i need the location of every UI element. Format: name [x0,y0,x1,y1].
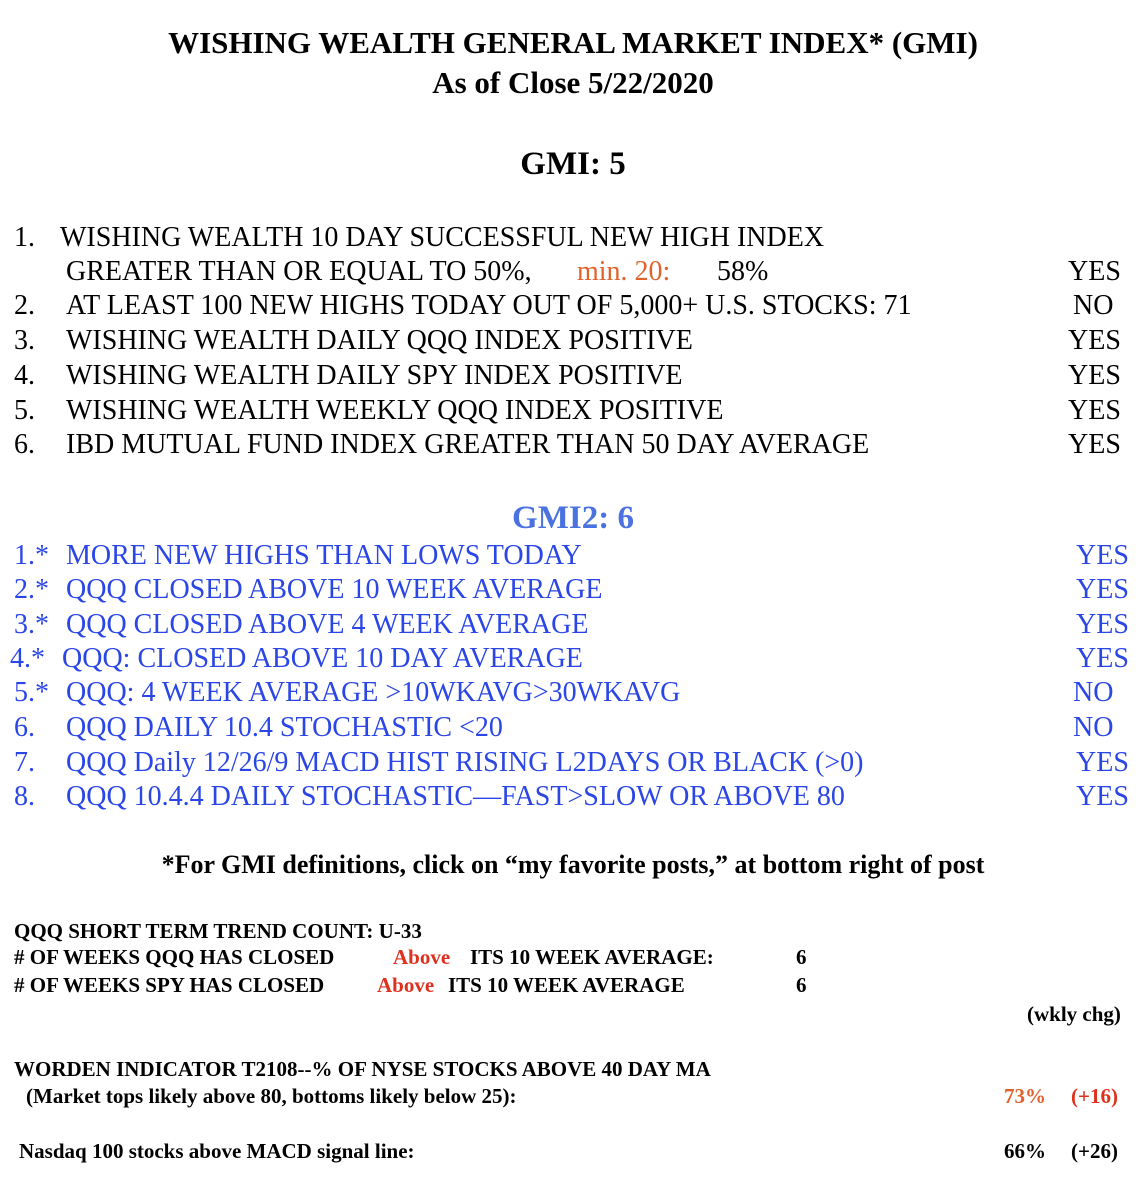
gmi2-item-text: MORE NEW HIGHS THAN LOWS TODAY [66,540,582,571]
gmi-item-5 [0,393,1146,429]
gmi2-item-8 [0,779,1146,815]
qqq-weeks-label: # OF WEEKS QQQ HAS CLOSED [14,945,335,969]
qqq-weeks-above: Above [393,945,451,969]
gmi-item-value: 58% [717,256,769,287]
gmi2-item-number: 2.* [14,574,49,605]
gmi2-item-number: 1.* [14,540,49,571]
gmi-item-answer: NO [1073,290,1114,321]
worden-change: (+16) [1071,1084,1118,1108]
gmi2-item-3 [0,607,1146,643]
gmi-item-text: AT LEAST 100 NEW HIGHS TODAY OUT OF 5,000+ U.S. STOCKS: 71 [66,290,912,321]
gmi-item-answer: YES [1068,360,1121,391]
wkly-chg-label: (wkly chg) [1027,1002,1121,1026]
gmi-item-text-line2: GREATER THAN OR EQUAL TO 50%, [66,256,532,287]
gmi-item-4 [0,358,1146,394]
gmi2-item-text: QQQ Daily 12/26/9 MACD HIST RISING L2DAYS OR BLACK (>0) [66,747,864,778]
gmi2-item-6 [0,710,1146,746]
gmi2-item-text: QQQ DAILY 10.4 STOCHASTIC <20 [66,712,503,743]
nasdaq-label: Nasdaq 100 stocks above MACD signal line: [19,1139,415,1163]
worden-row [0,1082,1146,1110]
gmi-score: GMI: 5 [520,146,626,182]
gmi2-item-number: 8. [14,781,35,812]
gmi2-item-number: 3.* [14,609,49,640]
gmi2-item-number: 6. [14,712,35,743]
gmi2-item-text: QQQ: 4 WEEK AVERAGE >10WKAVG>30WKAVG [66,677,681,708]
footnote: *For GMI definitions, click on “my favorite posts,” at bottom right of post [161,850,985,879]
nasdaq-change: (+26) [1071,1139,1118,1163]
gmi-item-2 [0,288,1146,324]
qqq-weeks-value: 6 [796,945,807,969]
gmi-item-number: 6. [14,429,35,460]
gmi2-item-answer: YES [1076,574,1129,605]
gmi-item-number: 2. [14,290,35,321]
qqq-weeks-label-end: ITS 10 WEEK AVERAGE: [470,945,714,969]
gmi2-item-answer: YES [1076,609,1129,640]
worden-title: WORDEN INDICATOR T2108--% OF NYSE STOCKS ABOVE 40 DAY MA [14,1057,711,1081]
gmi2-item-2 [0,572,1146,608]
gmi2-item-number: 4.* [10,643,45,674]
gmi2-item-text: QQQ: CLOSED ABOVE 10 DAY AVERAGE [62,643,583,674]
gmi2-item-4 [0,641,1146,677]
as-of-date: As of Close 5/22/2020 [432,65,714,100]
page-title: WISHING WEALTH GENERAL MARKET INDEX* (GMI) [168,25,978,60]
gmi2-item-answer: NO [1073,712,1114,743]
worden-sub: (Market tops likely above 80, bottoms likely below 25): [26,1084,517,1108]
spy-weeks-value: 6 [796,973,807,997]
gmi2-item-1 [0,538,1146,574]
gmi-item-text: WISHING WEALTH DAILY SPY INDEX POSITIVE [66,360,683,391]
spy-weeks-label: # OF WEEKS SPY HAS CLOSED [14,973,325,997]
gmi-item-3 [0,323,1146,359]
gmi2-item-answer: YES [1076,643,1129,674]
gmi-item-answer: YES [1068,429,1121,460]
gmi2-item-answer: YES [1076,540,1129,571]
qqq-weeks-row [0,943,1146,971]
gmi-item-number: 4. [14,360,35,391]
gmi2-item-number: 5.* [14,677,49,708]
gmi-item-answer: YES [1068,256,1121,287]
gmi-item-text: WISHING WEALTH WEEKLY QQQ INDEX POSITIVE [66,395,724,426]
spy-weeks-label-end: ITS 10 WEEK AVERAGE [448,973,685,997]
gmi2-item-number: 7. [14,747,35,778]
gmi-item-number: 3. [14,325,35,356]
gmi2-item-5 [0,675,1146,711]
gmi-item-1 [0,220,1146,256]
gmi2-item-answer: NO [1073,677,1114,708]
gmi2-item-text: QQQ 10.4.4 DAILY STOCHASTIC—FAST>SLOW OR ABOVE 80 [66,781,845,812]
gmi-item-6 [0,427,1146,463]
gmi-item-text: WISHING WEALTH 10 DAY SUCCESSFUL NEW HIGH INDEX [60,222,825,253]
spy-weeks-row [0,971,1146,999]
gmi-item-number: 1. [14,222,35,253]
nasdaq-value: 66% [1004,1139,1046,1163]
gmi-item-answer: YES [1068,325,1121,356]
worden-value: 73% [1004,1084,1046,1108]
gmi-item-answer: YES [1068,395,1121,426]
gmi2-item-7 [0,745,1146,781]
gmi2-item-answer: YES [1076,781,1129,812]
gmi-item-text: WISHING WEALTH DAILY QQQ INDEX POSITIVE [66,325,693,356]
gmi2-item-answer: YES [1076,747,1129,778]
gmi2-score: GMI2: 6 [512,500,634,536]
spy-weeks-above: Above [377,973,435,997]
gmi-item-number: 5. [14,395,35,426]
nasdaq-row [0,1137,1146,1165]
trend-count: QQQ SHORT TERM TREND COUNT: U-33 [14,919,422,943]
gmi-item-1-line2 [0,254,1146,290]
gmi-item-text: IBD MUTUAL FUND INDEX GREATER THAN 50 DAY AVERAGE [66,429,870,460]
min-threshold: min. 20: [577,256,671,287]
gmi2-item-text: QQQ CLOSED ABOVE 10 WEEK AVERAGE [66,574,603,605]
gmi2-item-text: QQQ CLOSED ABOVE 4 WEEK AVERAGE [66,609,589,640]
